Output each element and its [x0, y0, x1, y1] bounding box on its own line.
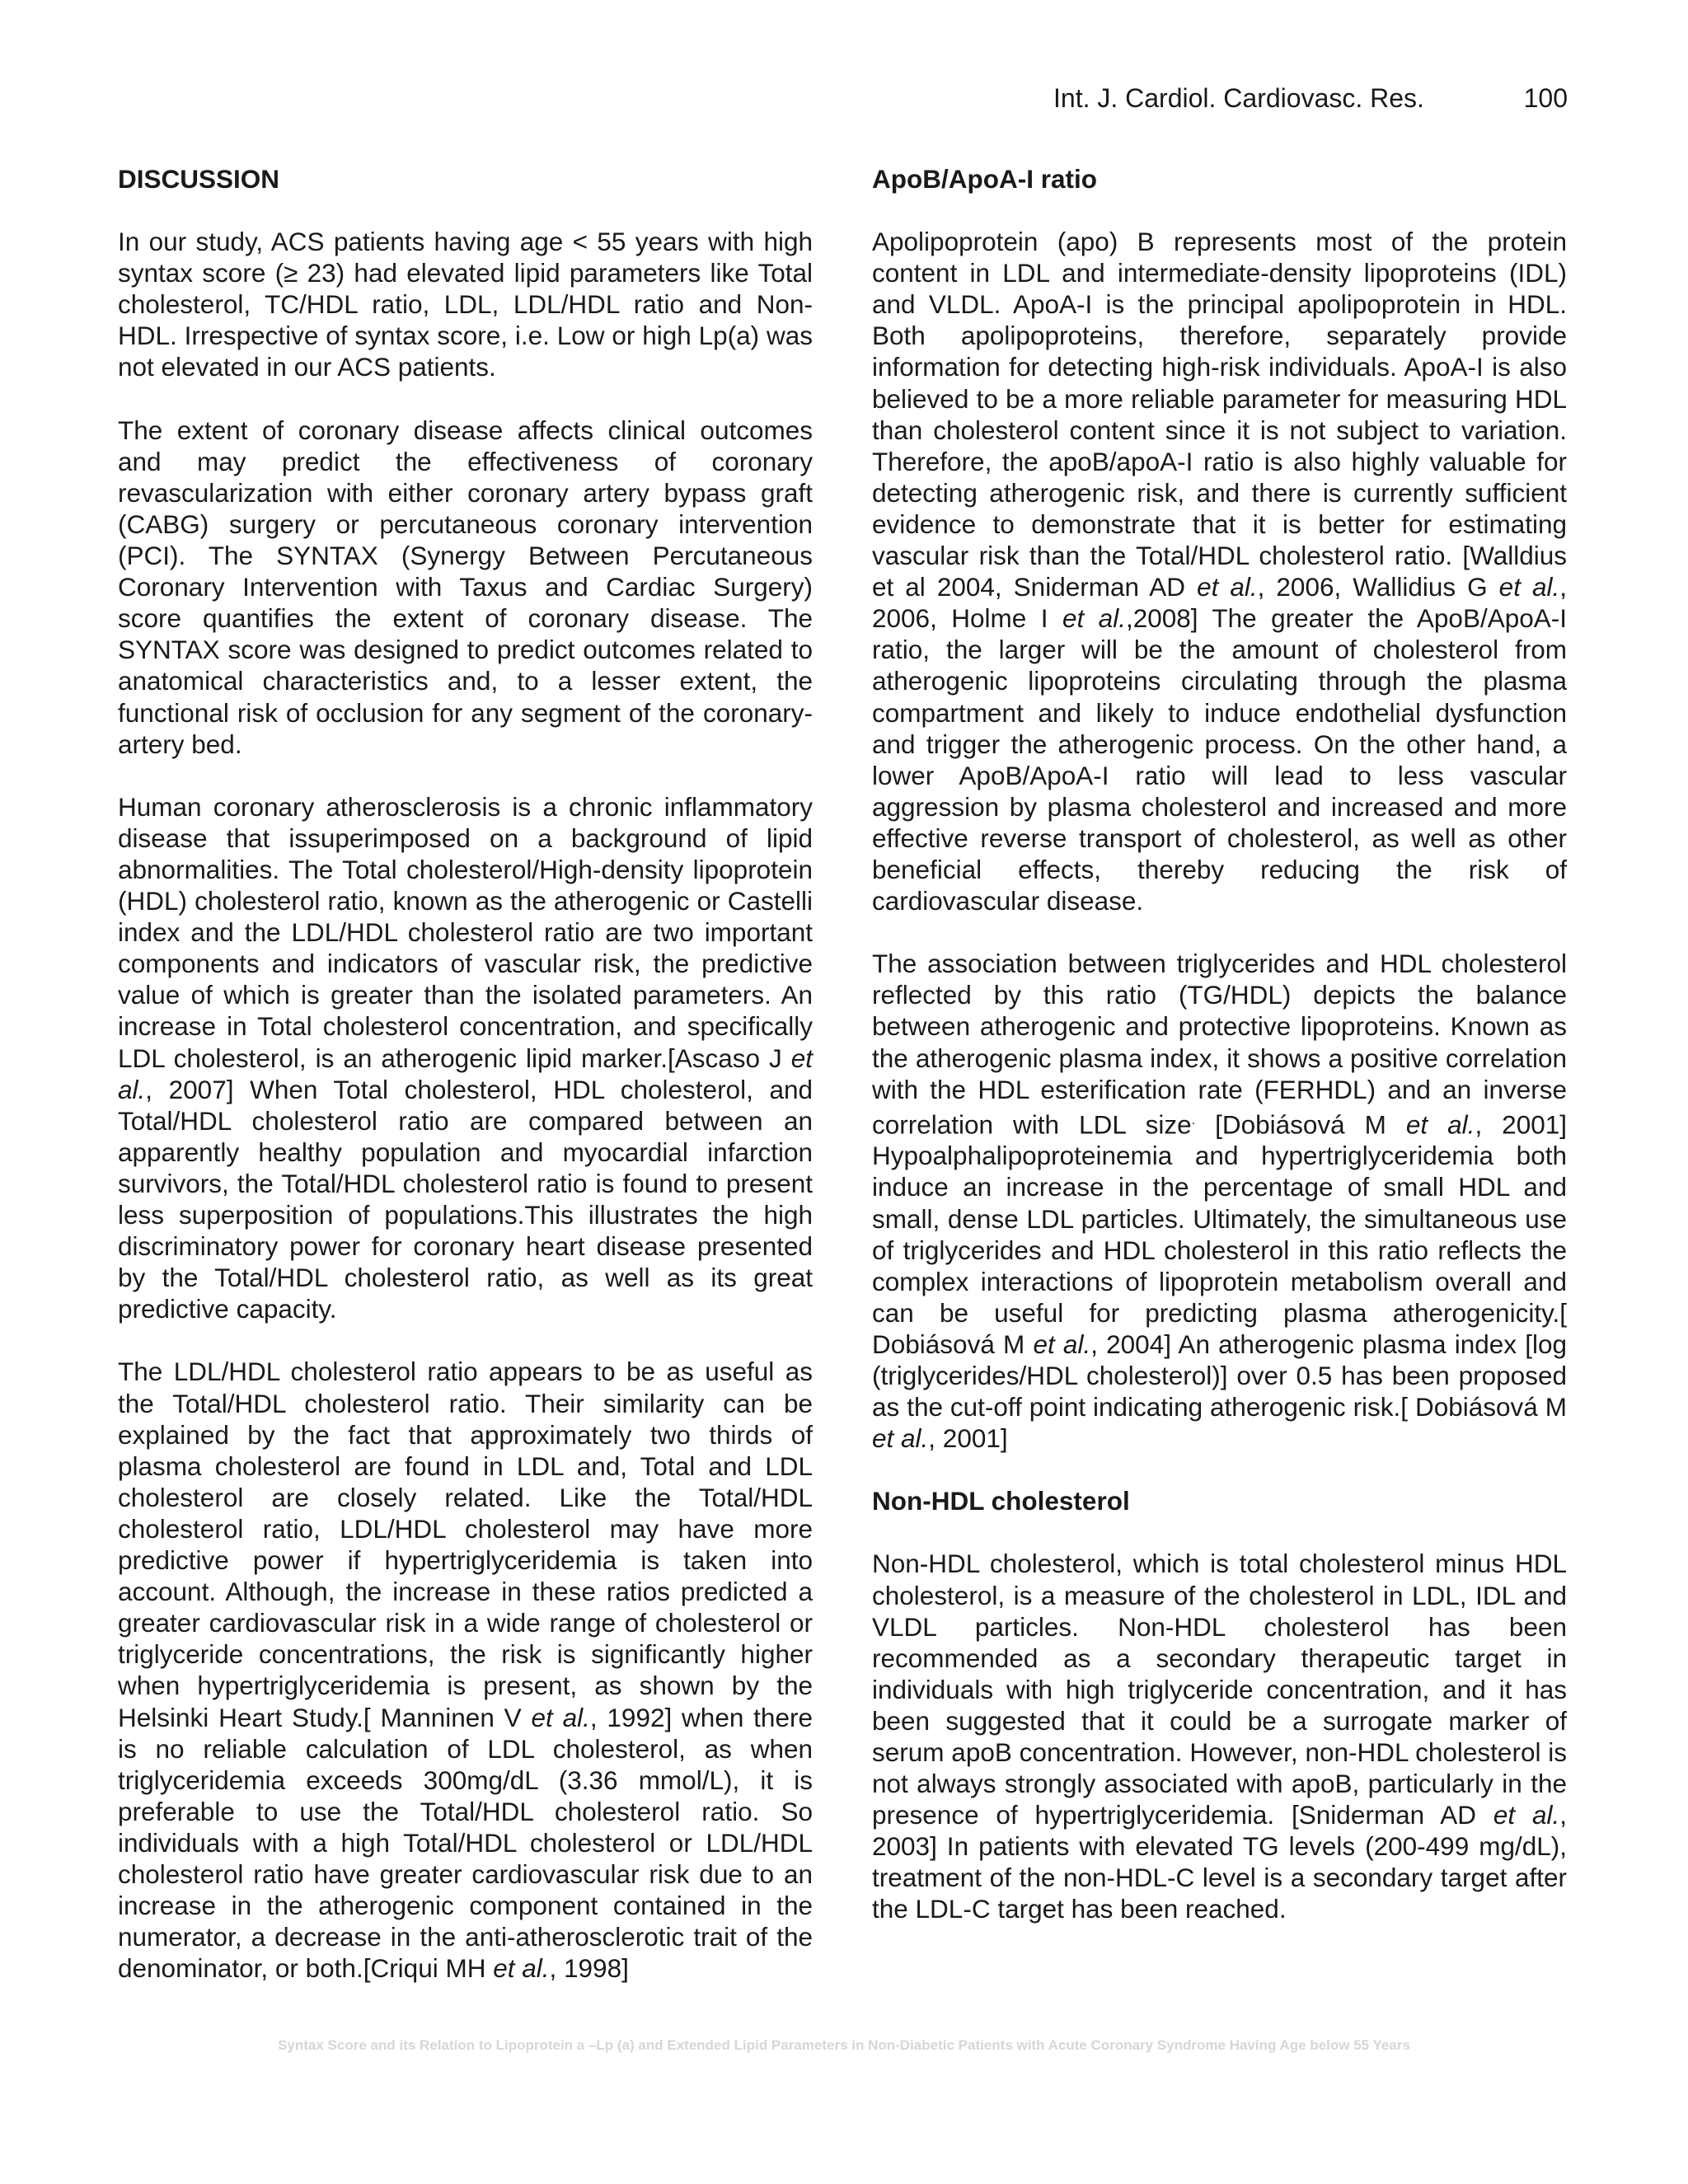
paragraph: In our study, ACS patients having age < 55 years with high syntax score (≥ 23) had elevated lipid parameters like Total cholesterol, TC/HDL ratio, LDL, LDL/HDL ratio and Non-HDL. Irrespective of syntax score, i.e. Low or high Lp(a) was not elevated in our ACS patients.: [118, 227, 813, 382]
left-column: [118, 163, 813, 1984]
apob-apoa-heading: ApoB/ApoA-I ratio: [872, 164, 1097, 194]
paragraph: The extent of coronary disease affects clinical outcomes and may predict the effectiveness of coronary revascularization with either coronary artery bypass graft (CABG) surgery or percutaneous coronary intervention (PCI). The SYNTAX (Synergy Between Percutaneous Coronary Intervention with Taxus and Cardiac Surgery) score quantifies the extent of coronary disease. The SYNTAX score was designed to predict outcomes related to anatomical characteristics and, to a lesser extent, the functional risk of occlusion for any segment of the coronary-artery bed.: [118, 415, 813, 759]
right-column: [872, 163, 1567, 1925]
paragraph: Human coronary atherosclerosis is a chronic inflammatory disease that issuperimposed on a background of lipid abnormalities. The Total cholesterol/High-density lipoprotein (HDL) cholesterol ratio, known as the atherogenic or Castelli index and the LDL/HDL cholesterol ratio are two important components and indicators of vascular risk, the predictive value of which is greater than the isolated parameters. An increase in Total cholesterol concentration, and specifically LDL cholesterol, is an atherogenic lipid marker.[Ascaso J et al., 2007] When Total cholesterol, HDL cholesterol, and Total/HDL cholesterol ratio are compared between an apparently healthy population and myocardial infarction survivors, the Total/HDL cholesterol ratio is found to present less superposition of populations.This illustrates the high discriminatory power for coronary heart disease presented by the Total/HDL cholesterol ratio, as well as its great predictive capacity.: [118, 791, 813, 1324]
page-header: [1053, 77, 1568, 119]
running-footer: Syntax Score and its Relation to Lipoprotein a –Lp (a) and Extended Lipid Parameters in Non-Diabetic Patients with Acute Coronary Syndrome Having Age below 55 Years: [278, 2037, 1410, 2053]
paragraph: The LDL/HDL cholesterol ratio appears to be as useful as the Total/HDL cholesterol ratio. Their similarity can be explained by the fact that approximately two thirds of plasma cholesterol are found in LDL and, Total and LDL cholesterol are closely related. Like the Total/HDL cholesterol ratio, LDL/HDL cholesterol may have more predictive power if hypertriglyceridemia is taken into account. Although, the increase in these ratios predicted a greater cardiovascular risk in a wide range of cholesterol or triglyceride concentrations, the risk is significantly higher when hypertriglyceridemia is present, as shown by the Helsinki Heart Study.[ Manninen V et al., 1992] when there is no reliable calculation of LDL cholesterol, as when triglyceridemia exceeds 300mg/dL (3.36 mmol/L), it is preferable to use the Total/HDL cholesterol ratio. So individuals with a high Total/HDL cholesterol or LDL/HDL cholesterol ratio have greater cardiovascular risk due to an increase in the atherogenic component contained in the numerator, a decrease in the anti-atherosclerotic trait of the denominator, or both.[Criqui MH et al., 1998]: [118, 1357, 813, 1984]
discussion-heading: DISCUSSION: [118, 164, 280, 194]
paragraph: Apolipoprotein (apo) B represents most of the protein content in LDL and intermediate-density lipoproteins (IDL) and VLDL. ApoA-I is the principal apolipoprotein in HDL. Both apolipoproteins, therefore, separately provide information for detecting high-risk individuals. ApoA-I is also believed to be a more reliable parameter for measuring HDL than cholesterol content since it is not subject to variation. Therefore, the apoB/apoA-I ratio is also highly valuable for detecting atherogenic risk, and there is currently sufficient evidence to demonstrate that it is better for estimating vascular risk than the Total/HDL cholesterol ratio. [Walldius et al 2004, Sniderman AD et al., 2006, Wallidius G et al., 2006, Holme I et al.,2008] The greater the ApoB/ApoA-I ratio, the larger will be the amount of cholesterol from atherogenic lipoproteins circulating through the plasma compartment and likely to induce endothelial dysfunction and trigger the atherogenic process. On the other hand, a lower ApoB/ApoA-I ratio will lead to less vascular aggression by plasma cholesterol and increased and more effective reverse transport of cholesterol, as well as other beneficial effects, thereby reducing the risk of cardiovascular disease.: [872, 227, 1568, 916]
paragraph: Non-HDL cholesterol, which is total cholesterol minus HDL cholesterol, is a measure of the cholesterol in LDL, IDL and VLDL particles. Non-HDL cholesterol has been recommended as a secondary therapeutic target in individuals with high triglyceride concentration, and it has been suggested that it could be a surrogate marker of serum apoB concentration. However, non-HDL cholesterol is not always strongly associated with apoB, particularly in the presence of hypertriglyceridemia. [Sniderman AD et al., 2003] In patients with elevated TG levels (200-499 mg/dL), treatment of the non-HDL-C level is a secondary target after the LDL-C target has been reached.: [872, 1549, 1568, 1924]
paragraph: The association between triglycerides and HDL cholesterol reflected by this ratio (TG/HDL) depicts the balance between atherogenic and protective lipoproteins. Known as the atherogenic plasma index, it shows a positive correlation with the HDL esterification rate (FERHDL) and an inverse correlation with LDL size. [Dobiásová M et al., 2001] Hypoalphalipoproteinemia and hypertriglyceridemia both induce an increase in the percentage of small HDL and small, dense LDL particles. Ultimately, the simultaneous use of triglycerides and HDL cholesterol in this ratio reflects the complex interactions of lipoprotein metabolism overall and can be useful for predicting plasma atherogenicity.[ Dobiásová M et al., 2004] An atherogenic plasma index [log (triglycerides/HDL cholesterol)] over 0.5 has been proposed as the cut-off point indicating atherogenic risk.[ Dobiásová M et al., 2001]: [872, 949, 1567, 1454]
non-hdl-heading: Non-HDL cholesterol: [872, 1486, 1130, 1516]
journal-name: Int. J. Cardiol. Cardiovasc. Res.: [1053, 83, 1424, 113]
page-number: 100: [1523, 83, 1568, 113]
